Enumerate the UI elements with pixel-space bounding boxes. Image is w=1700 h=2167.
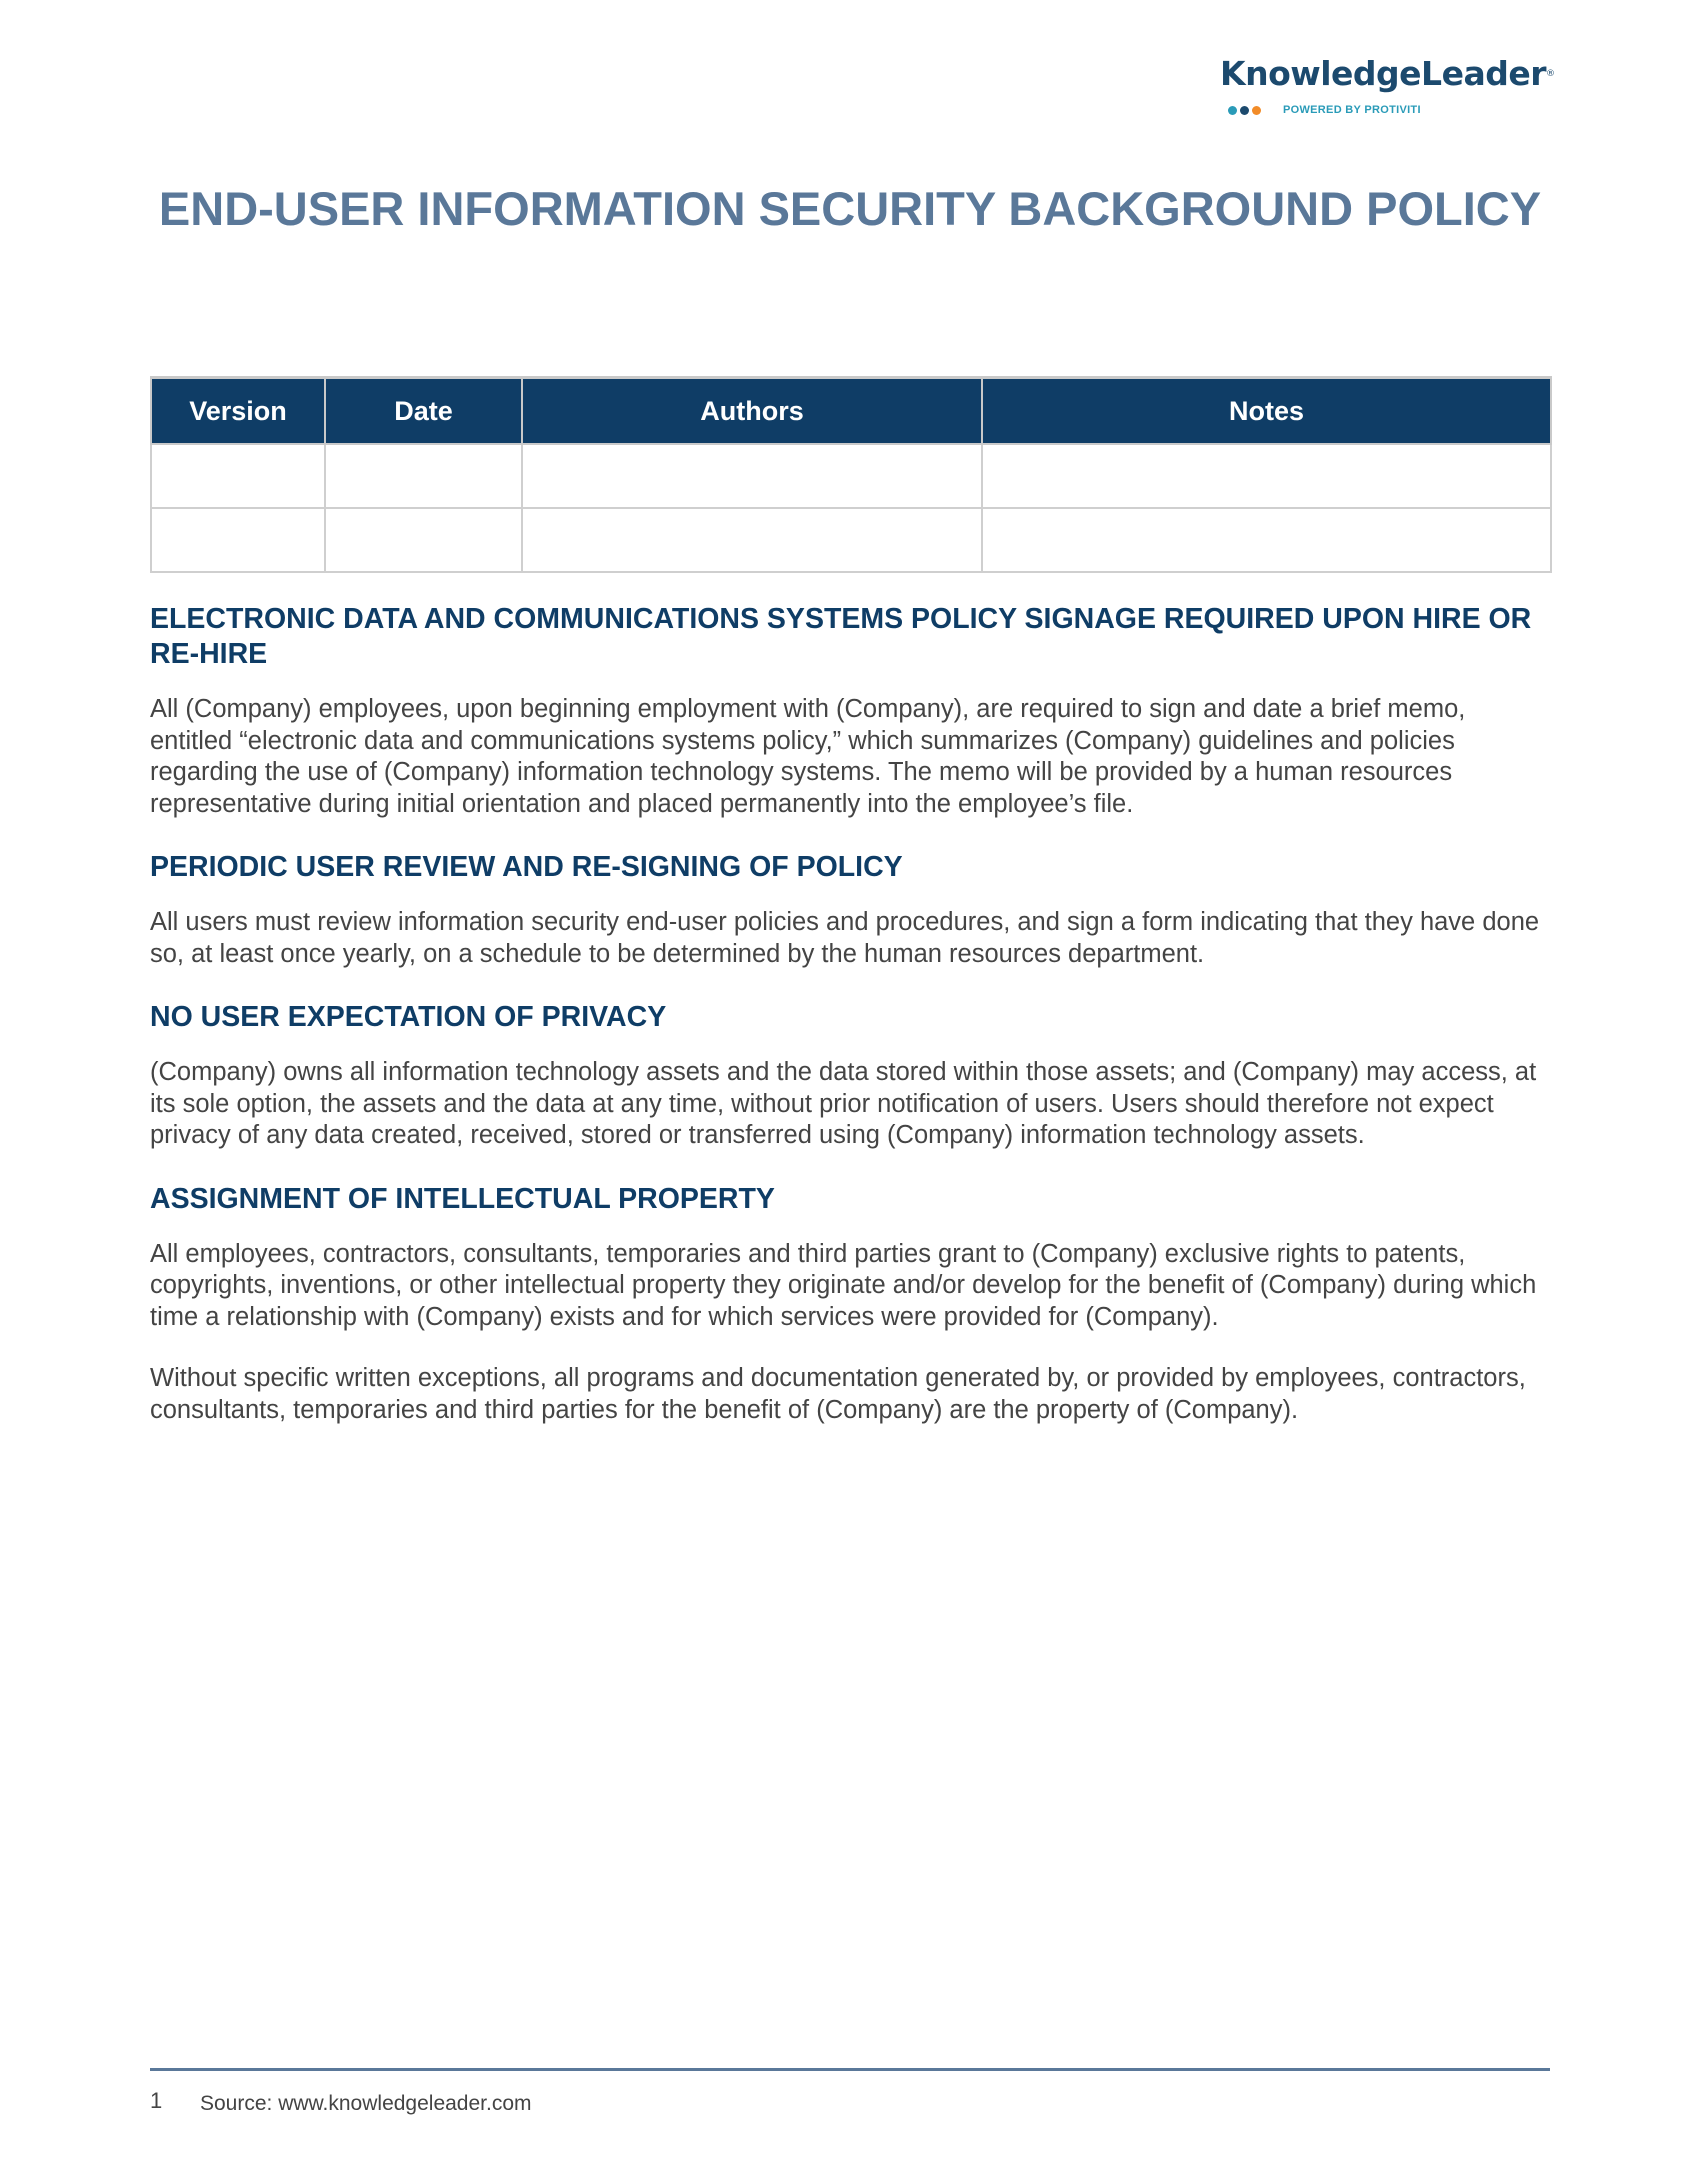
knowledgeleader-logo [1220, 52, 1555, 120]
section-intellectual-property [150, 1182, 1550, 1427]
logo-powered-by: POWERED BY PROTIVITI [1283, 104, 1421, 116]
column-header-date: Date [325, 378, 522, 445]
table-cell-notes [982, 508, 1551, 572]
column-header-authors: Authors [522, 378, 982, 445]
table-cell-notes [982, 444, 1551, 508]
table-cell-date [325, 444, 522, 508]
column-header-notes: Notes [982, 378, 1551, 445]
logo-tagline-row [1220, 100, 1550, 120]
column-header-version: Version [151, 378, 325, 445]
logo-registered-mark: ® [1546, 69, 1555, 79]
section-heading: ELECTRONIC DATA AND COMMUNICATIONS SYSTEMS POLICY SIGNAGE REQUIRED UPON HIRE OR RE-HIRE [150, 603, 1532, 670]
table-cell-authors [522, 444, 982, 508]
logo-dot [1240, 106, 1249, 115]
table-cell-date [325, 508, 522, 572]
section-periodic-review [150, 850, 1550, 970]
section-heading: PERIODIC USER REVIEW AND RE-SIGNING OF POLICY [150, 851, 903, 883]
section-paragraph: (Company) owns all information technology assets and the data stored within those assets; and (Company) may access, at its sole option, the assets and the data at any time, without prior notification of users. Users should therefore not expect privacy of any data created, received, stored or transferred using (Company) information technology assets. [150, 1058, 1537, 1149]
table-row [151, 444, 1551, 508]
table-cell-authors [522, 508, 982, 572]
section-paragraph: All (Company) employees, upon beginning employment with (Company), are required to sign and date a brief memo, entitled “electronic data and communications systems policy,” which summarizes (Company) guidelines and policies regarding the use of (Company) information technology systems. The memo will be provided by a human resources representative during initial orientation and placed permanently into the employee’s file. [150, 695, 1466, 818]
document-title: END-USER INFORMATION SECURITY BACKGROUND POLICY [158, 182, 1542, 235]
table-header-row [151, 378, 1551, 445]
section-heading: NO USER EXPECTATION OF PRIVACY [150, 1001, 667, 1033]
section-paragraph: All users must review information security end-user policies and procedures, and sign a form indicating that they have done so, at least once yearly, on a schedule to be determined by the human resources department. [150, 908, 1540, 968]
table-cell-version [151, 508, 325, 572]
section-no-privacy [150, 1000, 1550, 1152]
logo-dot [1252, 106, 1261, 115]
section-paragraph: All employees, contractors, consultants, temporaries and third parties grant to (Company) exclusive rights to patents, copyrights, inventions, or other intellectual property they originate and/or develop for the benefit of (Company) during which time a relationship with (Company) exists and for which services were provided for (Company). [150, 1239, 1537, 1331]
logo-dot [1228, 106, 1237, 115]
section-paragraph: Without specific written exceptions, all programs and documentation generated by, or provided by employees, contractors, consultants, temporaries and third parties for the benefit of (Company) are the property of (Company). [150, 1364, 1526, 1424]
logo-name: KnowledgeLeader [1220, 54, 1546, 93]
logo-dots-icon [1228, 106, 1261, 115]
table-cell-version [151, 444, 325, 508]
version-history-table [150, 376, 1552, 573]
section-heading: ASSIGNMENT OF INTELLECTUAL PROPERTY [150, 1182, 775, 1215]
footer-source: Source: www.knowledgeleader.com [200, 2092, 532, 2115]
policy-body [150, 602, 1550, 1456]
page-number: 1 [150, 2088, 163, 2113]
footer-divider [150, 2068, 1550, 2071]
table-row [151, 508, 1551, 572]
section-policy-signage [150, 602, 1550, 820]
